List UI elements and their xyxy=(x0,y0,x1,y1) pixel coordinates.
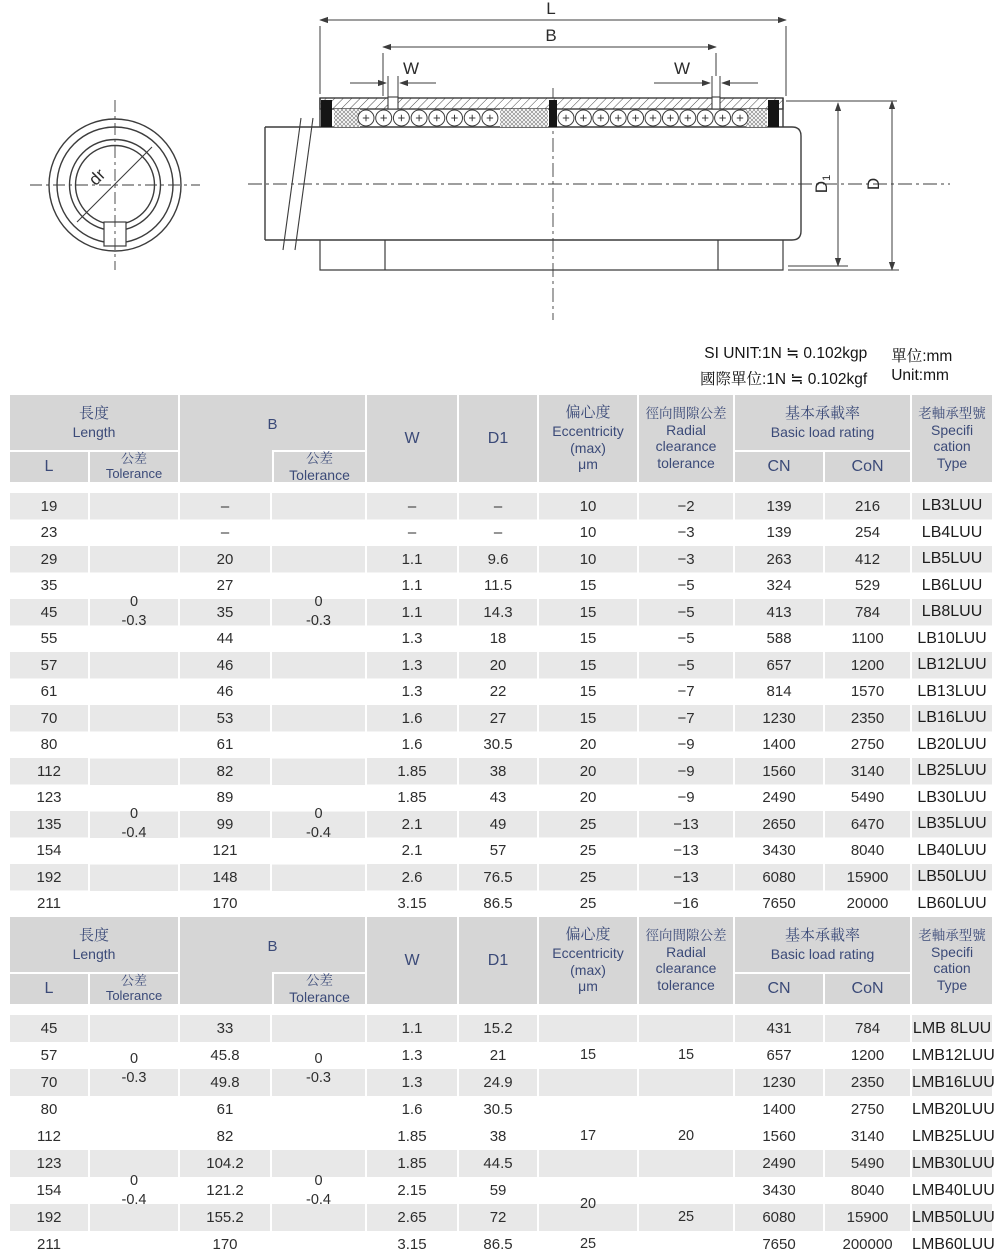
cell-w: 1.6 xyxy=(366,1096,458,1123)
header-b: B 公差 Tolerance xyxy=(179,916,366,1005)
cell-cn: 3430 xyxy=(734,1177,824,1204)
cell-b: – xyxy=(179,493,271,520)
cell-length: 154 xyxy=(9,1177,89,1204)
table-row xyxy=(9,493,993,520)
unit-mm-en: Unit:mm xyxy=(891,367,949,384)
header-l-tolerance: 公差 Tolerance xyxy=(89,973,179,1005)
cell-b: 170 xyxy=(179,891,271,918)
bearing-technical-drawing xyxy=(0,0,1000,392)
cell-cn: 1560 xyxy=(734,758,824,785)
cell-con: 6470 xyxy=(824,811,911,838)
cell-radial-clearance: 15 xyxy=(638,1015,734,1096)
cell-con: 2750 xyxy=(824,1096,911,1123)
cell-b: 170 xyxy=(179,1231,271,1257)
header-type: 老軸承型號 Specifi cation Type xyxy=(911,394,993,483)
cell-w: 1.3 xyxy=(366,679,458,706)
header-con: CoN xyxy=(824,451,911,483)
cell-length: 112 xyxy=(9,758,89,785)
cell-type: LB50LUU xyxy=(911,864,993,891)
cell-length: 135 xyxy=(9,811,89,838)
dr-label: dr xyxy=(85,165,110,190)
cell-b-tolerance: 0 -0.4 xyxy=(271,1123,366,1257)
cell-con: 529 xyxy=(824,573,911,600)
header-l-tolerance: 公差 Tolerance xyxy=(89,451,179,483)
cell-con: 254 xyxy=(824,520,911,547)
cell-type: LMB50LUU xyxy=(911,1204,993,1231)
header-radial-clearance: 徑向間隙公差 Radial clearance tolerance xyxy=(638,394,734,483)
cell-eccentricity: 15 xyxy=(538,652,638,679)
cell-w: 1.85 xyxy=(366,1123,458,1150)
cell-w: 1.3 xyxy=(366,1069,458,1096)
cell-cn: 139 xyxy=(734,493,824,520)
cell-length: 123 xyxy=(9,1150,89,1177)
cell-b: 27 xyxy=(179,573,271,600)
cell-type: LB12LUU xyxy=(911,652,993,679)
cell-con: 784 xyxy=(824,1015,911,1042)
cell-b-tolerance: 0 -0.4 xyxy=(271,732,366,918)
cell-w: 2.6 xyxy=(366,864,458,891)
cell-length: 57 xyxy=(9,1042,89,1069)
cell-radial-clearance: −13 xyxy=(638,864,734,891)
cell-con: 20000 xyxy=(824,891,911,918)
cell-cn: 814 xyxy=(734,679,824,706)
cell-cn: 1400 xyxy=(734,1096,824,1123)
cell-length: 80 xyxy=(9,1096,89,1123)
table-row xyxy=(9,1015,993,1042)
cell-d1: 15.2 xyxy=(458,1015,538,1042)
header-radial-clearance: 徑向間隙公差 Radial clearance tolerance xyxy=(638,916,734,1005)
dim-l-label: L xyxy=(546,0,556,18)
seal-right xyxy=(768,100,779,127)
cell-b: 61 xyxy=(179,1096,271,1123)
cell-b: 33 xyxy=(179,1015,271,1042)
cell-radial-clearance: −5 xyxy=(638,652,734,679)
cell-con: 200000 xyxy=(824,1231,911,1257)
cell-d1: 44.5 xyxy=(458,1150,538,1177)
cell-w: 2.1 xyxy=(366,811,458,838)
cell-radial-clearance: 25 xyxy=(638,1177,734,1257)
cell-type: LMB25LUU xyxy=(911,1123,993,1150)
header-l: L xyxy=(9,973,89,1005)
cell-d1: 86.5 xyxy=(458,1231,538,1257)
cell-type: LB10LUU xyxy=(911,626,993,653)
cell-w: 1.1 xyxy=(366,599,458,626)
cell-w: – xyxy=(366,493,458,520)
cell-length: 35 xyxy=(9,573,89,600)
cell-con: 412 xyxy=(824,546,911,573)
intl-unit-note: 國際單位:1N ≒ 0.102kgf xyxy=(700,371,868,388)
cell-con: 5490 xyxy=(824,1150,911,1177)
cell-length: 192 xyxy=(9,864,89,891)
cell-con: 1200 xyxy=(824,1042,911,1069)
cell-b: 49.8 xyxy=(179,1069,271,1096)
si-unit-note: SI UNIT:1N ≒ 0.102kgp xyxy=(704,345,868,362)
header-length: 長度 Length xyxy=(9,394,179,451)
cell-cn: 7650 xyxy=(734,1231,824,1257)
cell-length-tolerance: 0 -0.4 xyxy=(89,1123,179,1257)
cell-cn: 431 xyxy=(734,1015,824,1042)
retaining-groove-left xyxy=(388,97,398,109)
cell-cn: 1400 xyxy=(734,732,824,759)
cell-d1: 30.5 xyxy=(458,732,538,759)
cell-d1: – xyxy=(458,493,538,520)
cell-length: 29 xyxy=(9,546,89,573)
cell-eccentricity: 15 xyxy=(538,599,638,626)
cell-con: 15900 xyxy=(824,864,911,891)
cell-d1: 27 xyxy=(458,705,538,732)
cell-type: LMB 8LUU xyxy=(911,1015,993,1042)
cell-length: 23 xyxy=(9,520,89,547)
cell-type: LB60LUU xyxy=(911,891,993,918)
cell-length: 211 xyxy=(9,891,89,918)
header-eccentricity: 偏心度 Eccentricity (max) μm xyxy=(538,394,638,483)
dim-b-label: B xyxy=(545,26,557,45)
cell-eccentricity: 20 xyxy=(538,758,638,785)
cell-type: LMB30LUU xyxy=(911,1150,993,1177)
cell-cn: 1230 xyxy=(734,705,824,732)
cell-b-tolerance: 0 -0.3 xyxy=(271,493,366,732)
cell-w: 1.3 xyxy=(366,652,458,679)
cell-eccentricity: 25 xyxy=(538,838,638,865)
cell-eccentricity: 20 xyxy=(538,1177,638,1231)
dimension-labels xyxy=(403,0,883,193)
cell-con: 5490 xyxy=(824,785,911,812)
cell-b: 121.2 xyxy=(179,1177,271,1204)
table-row xyxy=(9,1123,993,1150)
cell-eccentricity: 10 xyxy=(538,546,638,573)
units-note xyxy=(700,344,952,389)
header-d1: D1 xyxy=(458,916,538,1005)
cell-cn: 1230 xyxy=(734,1069,824,1096)
cell-w: – xyxy=(366,520,458,547)
cell-eccentricity: 25 xyxy=(538,811,638,838)
cell-d1: 38 xyxy=(458,758,538,785)
cell-cn: 2490 xyxy=(734,1150,824,1177)
cell-eccentricity: 15 xyxy=(538,573,638,600)
cell-w: 1.1 xyxy=(366,1015,458,1042)
cell-type: LB5LUU xyxy=(911,546,993,573)
cell-type: LB20LUU xyxy=(911,732,993,759)
cell-radial-clearance: −7 xyxy=(638,705,734,732)
cell-b: 20 xyxy=(179,546,271,573)
cell-eccentricity: 25 xyxy=(538,891,638,918)
cell-d1: 18 xyxy=(458,626,538,653)
cell-length: 45 xyxy=(9,1015,89,1042)
cell-d1: 43 xyxy=(458,785,538,812)
cell-cn: 3430 xyxy=(734,838,824,865)
cell-length-tolerance: 0 -0.3 xyxy=(89,1015,179,1123)
cell-b: 53 xyxy=(179,705,271,732)
cell-b: 44 xyxy=(179,626,271,653)
cell-d1: 14.3 xyxy=(458,599,538,626)
cell-w: 1.6 xyxy=(366,705,458,732)
cell-eccentricity: 25 xyxy=(538,1231,638,1257)
cell-b: 148 xyxy=(179,864,271,891)
cell-length: 192 xyxy=(9,1204,89,1231)
cell-cn: 263 xyxy=(734,546,824,573)
cell-cn: 7650 xyxy=(734,891,824,918)
cell-con: 1100 xyxy=(824,626,911,653)
cell-cn: 413 xyxy=(734,599,824,626)
cell-b: 61 xyxy=(179,732,271,759)
cell-b: 104.2 xyxy=(179,1150,271,1177)
lmb-series-table xyxy=(8,915,994,1257)
cell-eccentricity: 10 xyxy=(538,493,638,520)
dim-w-right-label: W xyxy=(673,59,691,78)
cell-length: 112 xyxy=(9,1123,89,1150)
cell-type: LB8LUU xyxy=(911,599,993,626)
cell-w: 1.85 xyxy=(366,1150,458,1177)
cell-b: 82 xyxy=(179,1123,271,1150)
cell-type: LMB12LUU xyxy=(911,1042,993,1069)
header-d1: D1 xyxy=(458,394,538,483)
cell-w: 1.85 xyxy=(366,785,458,812)
cell-type: LB13LUU xyxy=(911,679,993,706)
cell-b-tolerance: 0 -0.3 xyxy=(271,1015,366,1123)
header-eccentricity: 偏心度 Eccentricity (max) μm xyxy=(538,916,638,1005)
cell-type: LB6LUU xyxy=(911,573,993,600)
cell-cn: 6080 xyxy=(734,864,824,891)
cell-length: 211 xyxy=(9,1231,89,1257)
cell-length: 80 xyxy=(9,732,89,759)
cell-radial-clearance: −13 xyxy=(638,838,734,865)
cell-con: 3140 xyxy=(824,1123,911,1150)
cell-type: LMB20LUU xyxy=(911,1096,993,1123)
cell-w: 3.15 xyxy=(366,891,458,918)
cell-length: 45 xyxy=(9,599,89,626)
header-length: 長度 Length xyxy=(9,916,179,973)
dim-d-label: D xyxy=(864,177,883,191)
cell-d1: 38 xyxy=(458,1123,538,1150)
cell-d1: 21 xyxy=(458,1042,538,1069)
cell-b: 35 xyxy=(179,599,271,626)
ball-row-right xyxy=(558,110,748,126)
cell-length: 61 xyxy=(9,679,89,706)
cell-con: 1200 xyxy=(824,652,911,679)
cell-d1: – xyxy=(458,520,538,547)
lower-body-outline xyxy=(320,240,783,270)
cell-radial-clearance: −3 xyxy=(638,546,734,573)
dim-d1-label: D1 xyxy=(812,174,833,194)
cell-length: 55 xyxy=(9,626,89,653)
cell-d1: 72 xyxy=(458,1204,538,1231)
cell-cn: 2650 xyxy=(734,811,824,838)
cell-length: 70 xyxy=(9,705,89,732)
cell-w: 3.15 xyxy=(366,1231,458,1257)
cell-length: 57 xyxy=(9,652,89,679)
retaining-groove-right xyxy=(712,97,720,109)
header-w: W xyxy=(366,916,458,1005)
mid-spacer xyxy=(549,100,557,127)
table-row xyxy=(9,732,993,759)
cell-radial-clearance: 20 xyxy=(638,1096,734,1177)
cell-d1: 11.5 xyxy=(458,573,538,600)
cell-cn: 2490 xyxy=(734,785,824,812)
cell-eccentricity: 20 xyxy=(538,785,638,812)
cell-d1: 22 xyxy=(458,679,538,706)
cell-eccentricity: 15 xyxy=(538,1015,638,1096)
cell-b: 45.8 xyxy=(179,1042,271,1069)
cell-con: 2350 xyxy=(824,705,911,732)
header-type: 老軸承型號 Specifi cation Type xyxy=(911,916,993,1005)
cell-length: 123 xyxy=(9,785,89,812)
seal-left xyxy=(321,100,332,127)
cell-d1: 76.5 xyxy=(458,864,538,891)
cell-con: 8040 xyxy=(824,1177,911,1204)
cell-w: 2.15 xyxy=(366,1177,458,1204)
cell-type: LB25LUU xyxy=(911,758,993,785)
cell-d1: 20 xyxy=(458,652,538,679)
cell-w: 1.1 xyxy=(366,573,458,600)
cell-type: LB30LUU xyxy=(911,785,993,812)
header-cn: CN xyxy=(734,973,824,1005)
cell-d1: 9.6 xyxy=(458,546,538,573)
header-l: L xyxy=(9,451,89,483)
end-view-centerlines xyxy=(30,100,200,270)
header-basic-load: 基本承載率 Basic load rating xyxy=(734,916,911,973)
lb-series-table xyxy=(8,393,994,917)
cell-eccentricity: 15 xyxy=(538,705,638,732)
cell-type: LB40LUU xyxy=(911,838,993,865)
cell-w: 2.65 xyxy=(366,1204,458,1231)
cell-cn: 139 xyxy=(734,520,824,547)
dim-w-left-label: W xyxy=(402,59,420,78)
cell-eccentricity: 10 xyxy=(538,520,638,547)
cell-radial-clearance: −7 xyxy=(638,679,734,706)
section-view xyxy=(248,88,950,320)
cell-con: 8040 xyxy=(824,838,911,865)
cell-radial-clearance: −2 xyxy=(638,493,734,520)
cell-radial-clearance: −13 xyxy=(638,811,734,838)
cell-type: LB4LUU xyxy=(911,520,993,547)
cell-radial-clearance: −9 xyxy=(638,758,734,785)
cell-eccentricity: 15 xyxy=(538,626,638,653)
cell-d1: 30.5 xyxy=(458,1096,538,1123)
cell-b: 155.2 xyxy=(179,1204,271,1231)
cell-b: 121 xyxy=(179,838,271,865)
cell-cn: 588 xyxy=(734,626,824,653)
cell-type: LMB60LUU xyxy=(911,1231,993,1257)
cell-w: 2.1 xyxy=(366,838,458,865)
cell-length: 70 xyxy=(9,1069,89,1096)
cell-length-tolerance: 0 -0.4 xyxy=(89,732,179,918)
cell-length: 19 xyxy=(9,493,89,520)
cell-con: 15900 xyxy=(824,1204,911,1231)
cell-eccentricity: 15 xyxy=(538,679,638,706)
cell-b: 46 xyxy=(179,652,271,679)
cell-type: LMB16LUU xyxy=(911,1069,993,1096)
cell-w: 1.85 xyxy=(366,758,458,785)
cell-b: 46 xyxy=(179,679,271,706)
cell-b: 99 xyxy=(179,811,271,838)
cell-w: 1.3 xyxy=(366,626,458,653)
end-view xyxy=(30,100,200,270)
cell-con: 2750 xyxy=(824,732,911,759)
cell-b: – xyxy=(179,520,271,547)
cell-d1: 57 xyxy=(458,838,538,865)
header-basic-load: 基本承載率 Basic load rating xyxy=(734,394,911,451)
cell-con: 3140 xyxy=(824,758,911,785)
cell-eccentricity: 20 xyxy=(538,732,638,759)
cell-eccentricity: 25 xyxy=(538,864,638,891)
cell-con: 784 xyxy=(824,599,911,626)
cell-length: 154 xyxy=(9,838,89,865)
cell-radial-clearance: −5 xyxy=(638,626,734,653)
header-w: W xyxy=(366,394,458,483)
cell-radial-clearance: −3 xyxy=(638,520,734,547)
cell-con: 2350 xyxy=(824,1069,911,1096)
cell-radial-clearance: −9 xyxy=(638,732,734,759)
header-cn: CN xyxy=(734,451,824,483)
cell-length-tolerance: 0 -0.3 xyxy=(89,493,179,732)
cell-d1: 24.9 xyxy=(458,1069,538,1096)
cell-cn: 6080 xyxy=(734,1204,824,1231)
cell-con: 1570 xyxy=(824,679,911,706)
cell-radial-clearance: −16 xyxy=(638,891,734,918)
unit-mm-zh: 單位:mm xyxy=(891,348,953,365)
cell-cn: 657 xyxy=(734,1042,824,1069)
cell-b: 89 xyxy=(179,785,271,812)
cell-con: 216 xyxy=(824,493,911,520)
cell-d1: 59 xyxy=(458,1177,538,1204)
cell-w: 1.3 xyxy=(366,1042,458,1069)
header-b-tolerance: 公差 Tolerance xyxy=(272,450,365,482)
cell-radial-clearance: −9 xyxy=(638,785,734,812)
cell-type: LB16LUU xyxy=(911,705,993,732)
cell-type: LB3LUU xyxy=(911,493,993,520)
cell-w: 1.6 xyxy=(366,732,458,759)
ball-row-left xyxy=(358,110,498,126)
dimension-lines xyxy=(320,20,899,270)
cell-cn: 657 xyxy=(734,652,824,679)
cell-type: LMB40LUU xyxy=(911,1177,993,1204)
cell-cn: 324 xyxy=(734,573,824,600)
cell-eccentricity: 17 xyxy=(538,1096,638,1177)
cell-w: 1.1 xyxy=(366,546,458,573)
cell-d1: 86.5 xyxy=(458,891,538,918)
cell-radial-clearance: −5 xyxy=(638,573,734,600)
shaft-outline xyxy=(265,127,801,240)
cell-type: LB35LUU xyxy=(911,811,993,838)
header-b-tolerance: 公差 Tolerance xyxy=(272,972,365,1004)
cell-b: 82 xyxy=(179,758,271,785)
cell-cn: 1560 xyxy=(734,1123,824,1150)
cell-radial-clearance: −5 xyxy=(638,599,734,626)
cell-d1: 49 xyxy=(458,811,538,838)
header-b: B 公差 Tolerance xyxy=(179,394,366,483)
header-con: CoN xyxy=(824,973,911,1005)
